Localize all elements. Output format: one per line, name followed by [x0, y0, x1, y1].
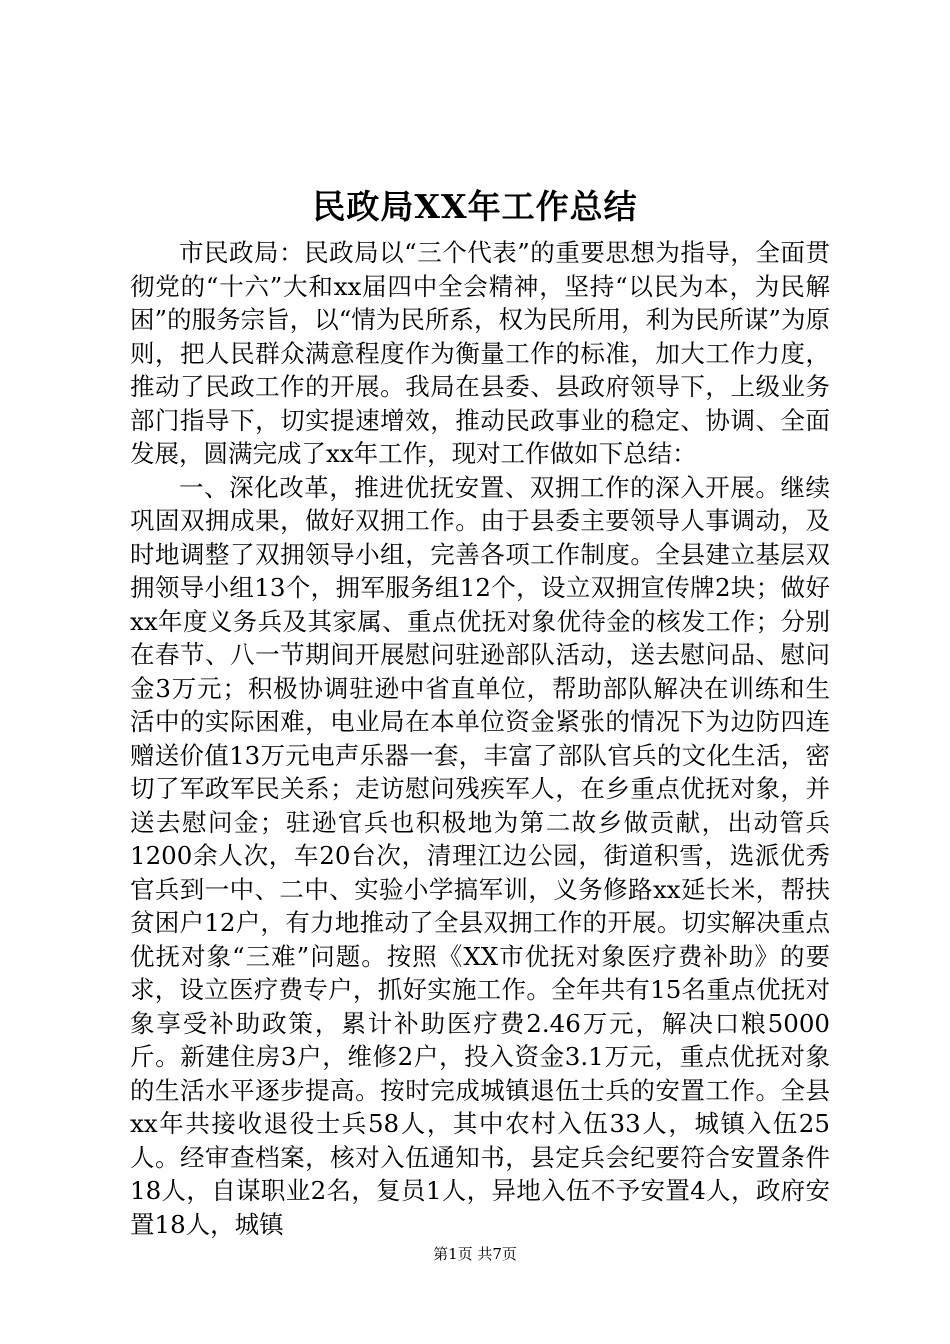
page-footer: 第1页 共7页 — [433, 1245, 517, 1263]
paragraph-section-1: 一、深化改革，推进优抚安置、双拥工作的深入开展。继续巩固双拥成果，做好双拥工作。由于县委主要领导人事调动，及时地调整了双拥领导小组，完善各项工作制度。全县建立基层双拥领导小组13个，拥军服务组12个，设立双拥宣传牌2块；做好xx年度义务兵及其家属、重点优抚对象优待金的核发工作；分别在春节、八一节期间开展慰问驻逊部队活动，送去慰问品、慰问金3万元；积极协调驻逊中省直单位，帮助部队解决在训练和生活中的实际困难，电业局在本单位资金紧张的情况下为边防四连赠送价值13万元电声乐器一套，丰富了部队官兵的文化生活，密切了军政军民关系；走访慰问残疾军人，在乡重点优抚对象，并送去慰问金；驻逊官兵也积极地为第二故乡做贡献，出动管兵1200余人次，车20台次，清理江边公园，街道积雪，选派优秀官兵到一中、二中、实验小学搞军训，义务修路xx延长米，帮扶贫困户12户，有力地推动了全县双拥工作的开展。切实解决重点优抚对象“三难”问题。按照《XX市优抚对象医疗费补助》的要求，设立医疗费专户，抓好实施工作。全年共有15名重点优抚对象享受补助政策，累计补助医疗费2.46万元，解决口粮5000斤。新建住房3户，维修2户，投入资金3.1万元，重点优抚对象的生活水平逐步提高。按时完成城镇退伍士兵的安置工作。全县xx年共接收退役士兵58人，其中农村入伍33人，城镇入伍25人。经审查档案，核对入伍通知书，县定兵会纪要符合安置条件18人，自谋职业2名，复员1人，异地入伍不予安置4人，政府安置18人，城镇 — [130, 472, 830, 1239]
document-body — [130, 236, 830, 1241]
document-title: 民政局XX年工作总结 — [312, 187, 638, 226]
paragraph-intro: 市民政局：民政局以“三个代表”的重要思想为指导，全面贯彻党的“十六”大和xx届四中全会精神，坚持“以民为本，为民解困”的服务宗旨，以“情为民所系，权为民所用，利为民所谋”为原则，把人民群众满意程度作为衡量工作的标准，加大工作力度，推动了民政工作的开展。我局在县委、县政府领导下，上级业务部门指导下，切实提速增效，推动民政事业的稳定、协调、全面发展，圆满完成了xx年工作，现对工作做如下总结： — [130, 238, 830, 468]
